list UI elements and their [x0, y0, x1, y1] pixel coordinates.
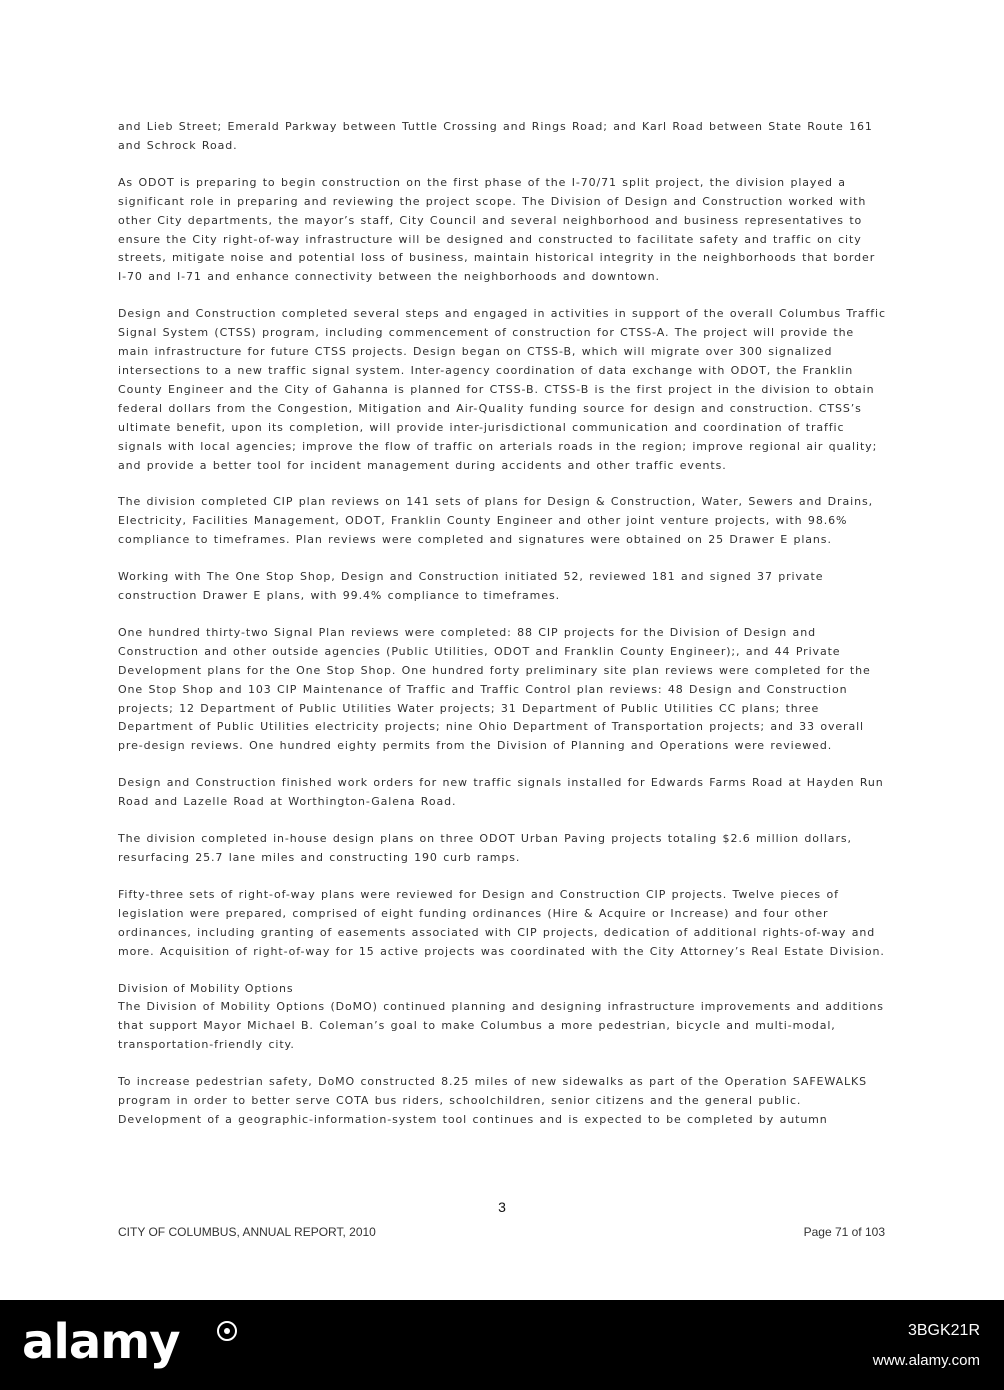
footer-page-count: Page 71 of 103: [803, 1225, 885, 1239]
paragraph-urban-paving: The division completed in-house design plans on three ODOT Urban Paving projects totaling $2.6 million dollars, resurfacing 25.7 lane miles and constructing 190 curb ramps.: [118, 832, 852, 864]
paragraph-domo-planning: The Division of Mobility Options (DoMO) continued planning and designing infrastructure improvements and additions that support Mayor Michael B. Coleman’s goal to make Columbus a more pedestrian, bicycle and multi-modal, transportation-friendly city.: [118, 1000, 884, 1052]
paragraph-cip-plan-reviews: The division completed CIP plan reviews on 141 sets of plans for Design & Construction, Water, Sewers and Drains, Electricity, Facilities Management, ODOT, Franklin County Engineer and other joint venture projects, with 98.6% compliance to timeframes. Plan reviews were completed and signatures were obtained on 25 Drawer E plans.: [118, 495, 873, 547]
page-number: 3: [498, 1199, 506, 1215]
paragraph-signal-plan-reviews: One hundred thirty-two Signal Plan reviews were completed: 88 CIP projects for the Division of Design and Construction and other outside agencies (Public Utilities, ODOT and Franklin County Engineer);, and 44 Private Development plans for the One Stop Shop. One hundred forty preliminary site plan reviews were completed for the One Stop Shop and 103 CIP Maintenance of Traffic and Traffic Control plan reviews: 48 Design and Construction projects; 12 Department of Public Utilities Water projects; 31 Department of Public Utilities CC plans; three Department of Public Utilities electricity projects; nine Ohio Department of Transportation projects; and 33 overall pre-design reviews. One hundred eighty permits from the Division of Planning and Operations were reviewed.: [118, 625, 871, 753]
paragraph-safewalks: To increase pedestrian safety, DoMO constructed 8.25 miles of new sidewalks as part of the Operation SAFEWALKS program in order to better serve COTA bus riders, schoolchildren, senior citizens and the general public. Development of a geographic-information-system tool continues and is expected to be completed by autumn: [118, 1075, 868, 1126]
page-content: [118, 118, 886, 1148]
footer-report-title: CITY OF COLUMBUS, ANNUAL REPORT, 2010: [118, 1225, 376, 1239]
paragraph-one-stop-shop: Working with The One Stop Shop, Design and Construction initiated 52, reviewed 181 and signed 37 private construction Drawer E plans, with 99.4% compliance to timeframes.: [118, 570, 824, 603]
paragraph-right-of-way-plans: Fifty-three sets of right-of-way plans were reviewed for Design and Construction CIP projects. Twelve pieces of legislation were prepared, comprised of eight funding ordinances (Hire & Acquire or Increase) and four other ordinances, including granting of easements associated with CIP projects, dedication of additional rights-of-way and more. Acquisition of right-of-way for 15 active projects was coordinated with the City Attorney’s Real Estate Division.: [118, 887, 885, 958]
stock-watermark-banner: [0, 1300, 1004, 1390]
banner-url: www.alamy.com: [872, 1352, 980, 1369]
paragraph-odot-split-project: As ODOT is preparing to begin construction on the first phase of the I-70/71 split project, the division played a significant role in preparing and reviewing the project scope. The Division of Design and Construction worked with other City departments, the mayor’s staff, City Council and several neighborhood and business representatives to ensure the City right-of-way infrastructure will be designed and constructed to facilitate safety and traffic on city streets, mitigate noise and potential loss of business, maintain historical integrity in the neighborhoods that border I-70 and I-71 and enhance connectivity between the neighborhoods and downtown.: [118, 175, 876, 284]
paragraph-ctss-program: Design and Construction completed several steps and engaged in activities in support of the overall Columbus Traffic Signal System (CTSS) program, including commencement of construction for CTSS-A. The project will provide the main infrastructure for future CTSS projects. Design began on CTSS-B, which will migrate over 300 signalized intersections to a new traffic signal system. Inter-agency coordination of data exchange with ODOT, the Franklin County Engineer and the City of Gahanna is planned for CTSS-B. CTSS-B is the first project in the division to obtain federal dollars from the Congestion, Mitigation and Air-Quality funding source for design and construction. CTSS’s ultimate benefit, upon its completion, will provide inter-jurisdictional communication and coordination of traffic signals with local agencies; improve the flow of traffic on arterials roads in the region; improve regional air quality; and provide a better tool for incident management during accidents and other traffic events.: [118, 307, 886, 472]
alamy-logo: alamy: [22, 1314, 180, 1370]
logo-mark-icon: [216, 1320, 238, 1342]
paragraph-lieb-street: and Lieb Street; Emerald Parkway between Tuttle Crossing and Rings Road; and Karl Road between State Route 161 and Schrock Road.: [118, 120, 873, 152]
paragraph-traffic-signal-work-orders: Design and Construction finished work orders for new traffic signals installed for Edwards Farms Road at Hayden Run Road and Lazelle Road at Worthington-Galena Road.: [118, 776, 884, 809]
image-id: 3BGK21R: [907, 1322, 980, 1339]
section-heading-mobility-options: Division of Mobility Options: [118, 981, 294, 995]
